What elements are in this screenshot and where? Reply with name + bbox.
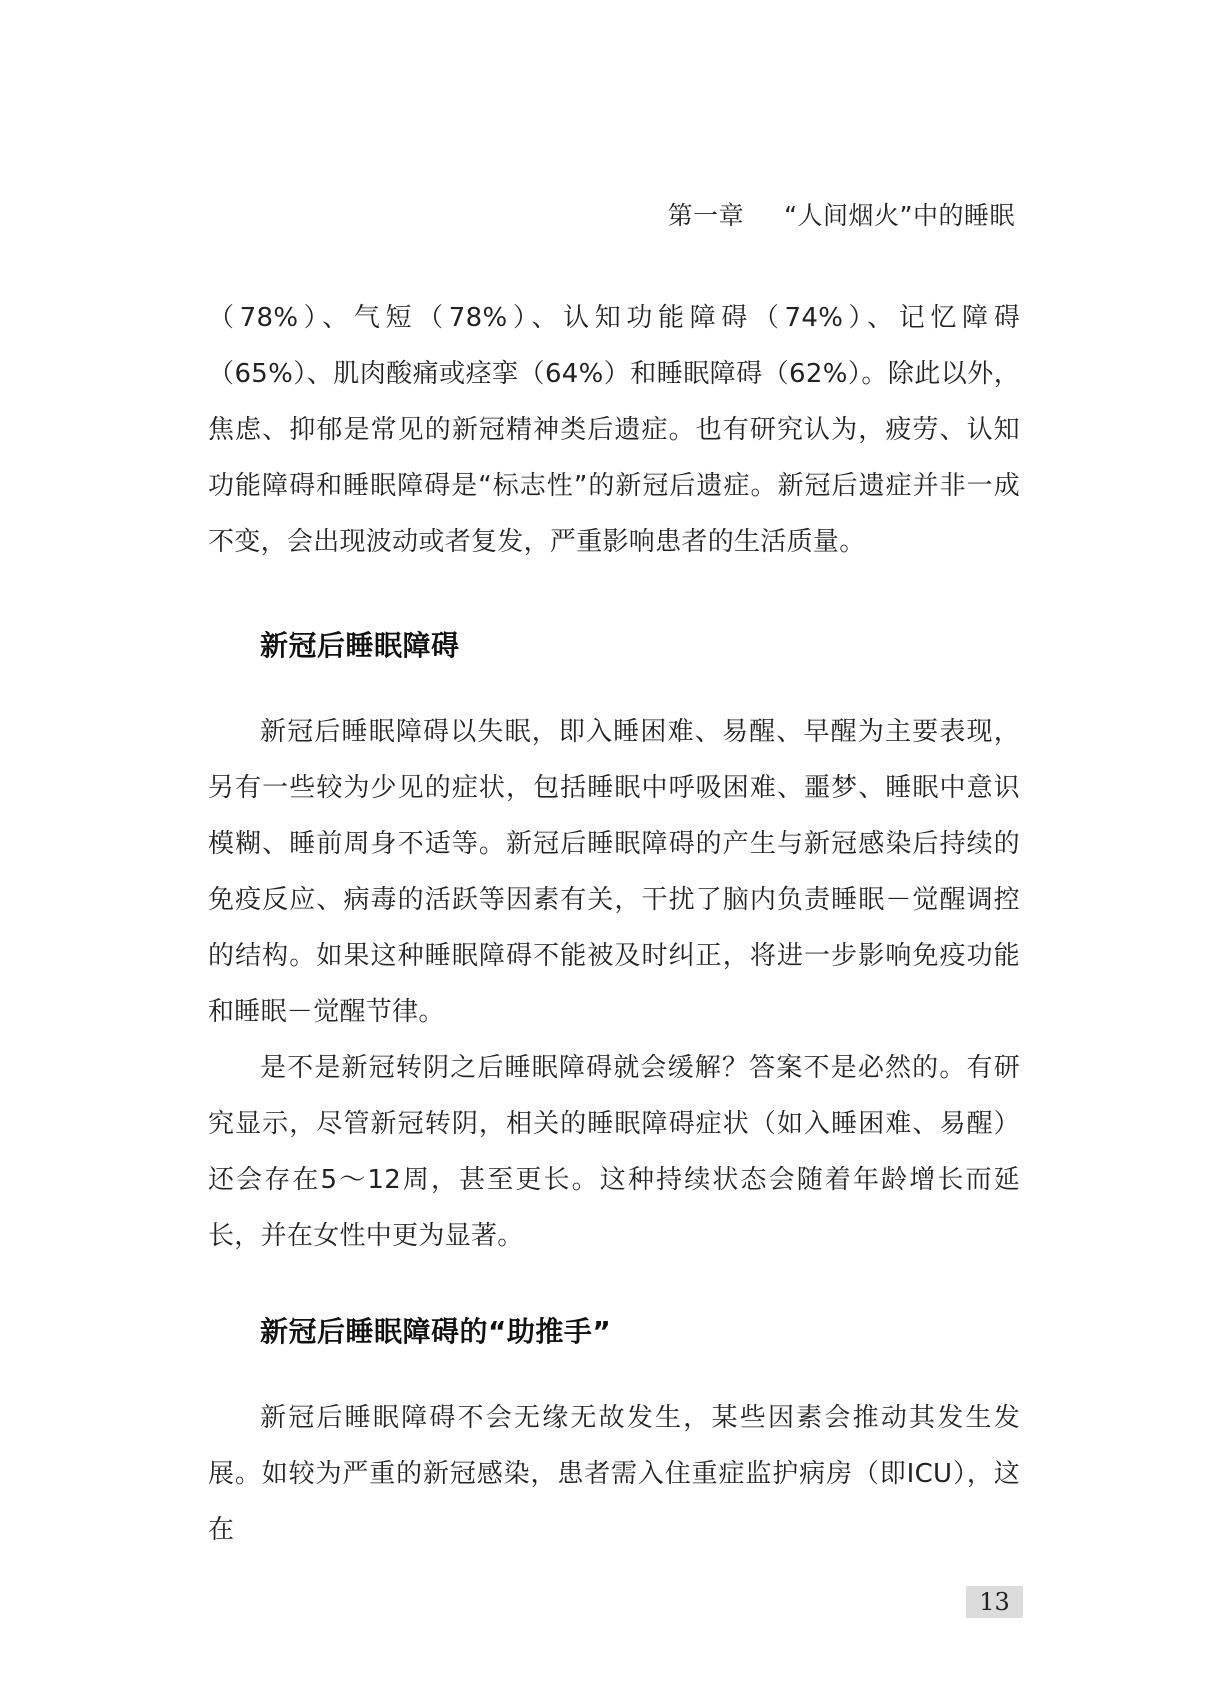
chapter-title: “人间烟火”中的睡眠 xyxy=(784,201,1015,230)
page-body xyxy=(208,290,1020,1558)
paragraph-symptoms: 新冠后睡眠障碍以失眠，即入睡困难、易醒、早醒为主要表现，另有一些较为少见的症状，包括睡眠中呼吸困难、噩梦、睡眠中意识模糊、睡前周身不适等。新冠后睡眠障碍的产生与新冠感染后持续的免疫反应、病毒的活跃等因素有关，干扰了脑内负责睡眠－觉醒调控的结构。如果这种睡眠障碍不能被及时纠正，将进一步影响免疫功能和睡眠－觉醒节律。 xyxy=(208,717,1020,1027)
paragraph-continued: （78%）、气短（78%）、认知功能障碍（74%）、记忆障碍（65%）、肌肉酸痛或痉挛（64%）和睡眠障碍（62%）。除此以外，焦虑、抑郁是常见的新冠精神类后遗症。也有研究认为，疲劳、认知功能障碍和睡眠障碍是“标志性”的新冠后遗症。新冠后遗症并非一成不变，会出现波动或者复发，严重影响患者的生活质量。 xyxy=(208,303,1020,557)
paragraph-recovery: 是不是新冠转阴之后睡眠障碍就会缓解？答案不是必然的。有研究显示，尽管新冠转阴，相关的睡眠障碍症状（如入睡困难、易醒）还会存在5～12周，甚至更长。这种持续状态会随着年龄增长而延长，并在女性中更为显著。 xyxy=(208,1053,1020,1251)
section-heading-contributors: 新冠后睡眠障碍的“助推手” xyxy=(260,1315,612,1348)
running-head xyxy=(668,196,1015,232)
section-heading-sleep-disorder: 新冠后睡眠障碍 xyxy=(260,629,460,662)
page-number: 13 xyxy=(966,1586,1023,1618)
paragraph-factors: 新冠后睡眠障碍不会无缘无故发生，某些因素会推动其发生发展。如较为严重的新冠感染，患者需入住重症监护病房（即ICU），这在 xyxy=(208,1403,1020,1545)
chapter-number: 第一章 xyxy=(667,201,745,230)
